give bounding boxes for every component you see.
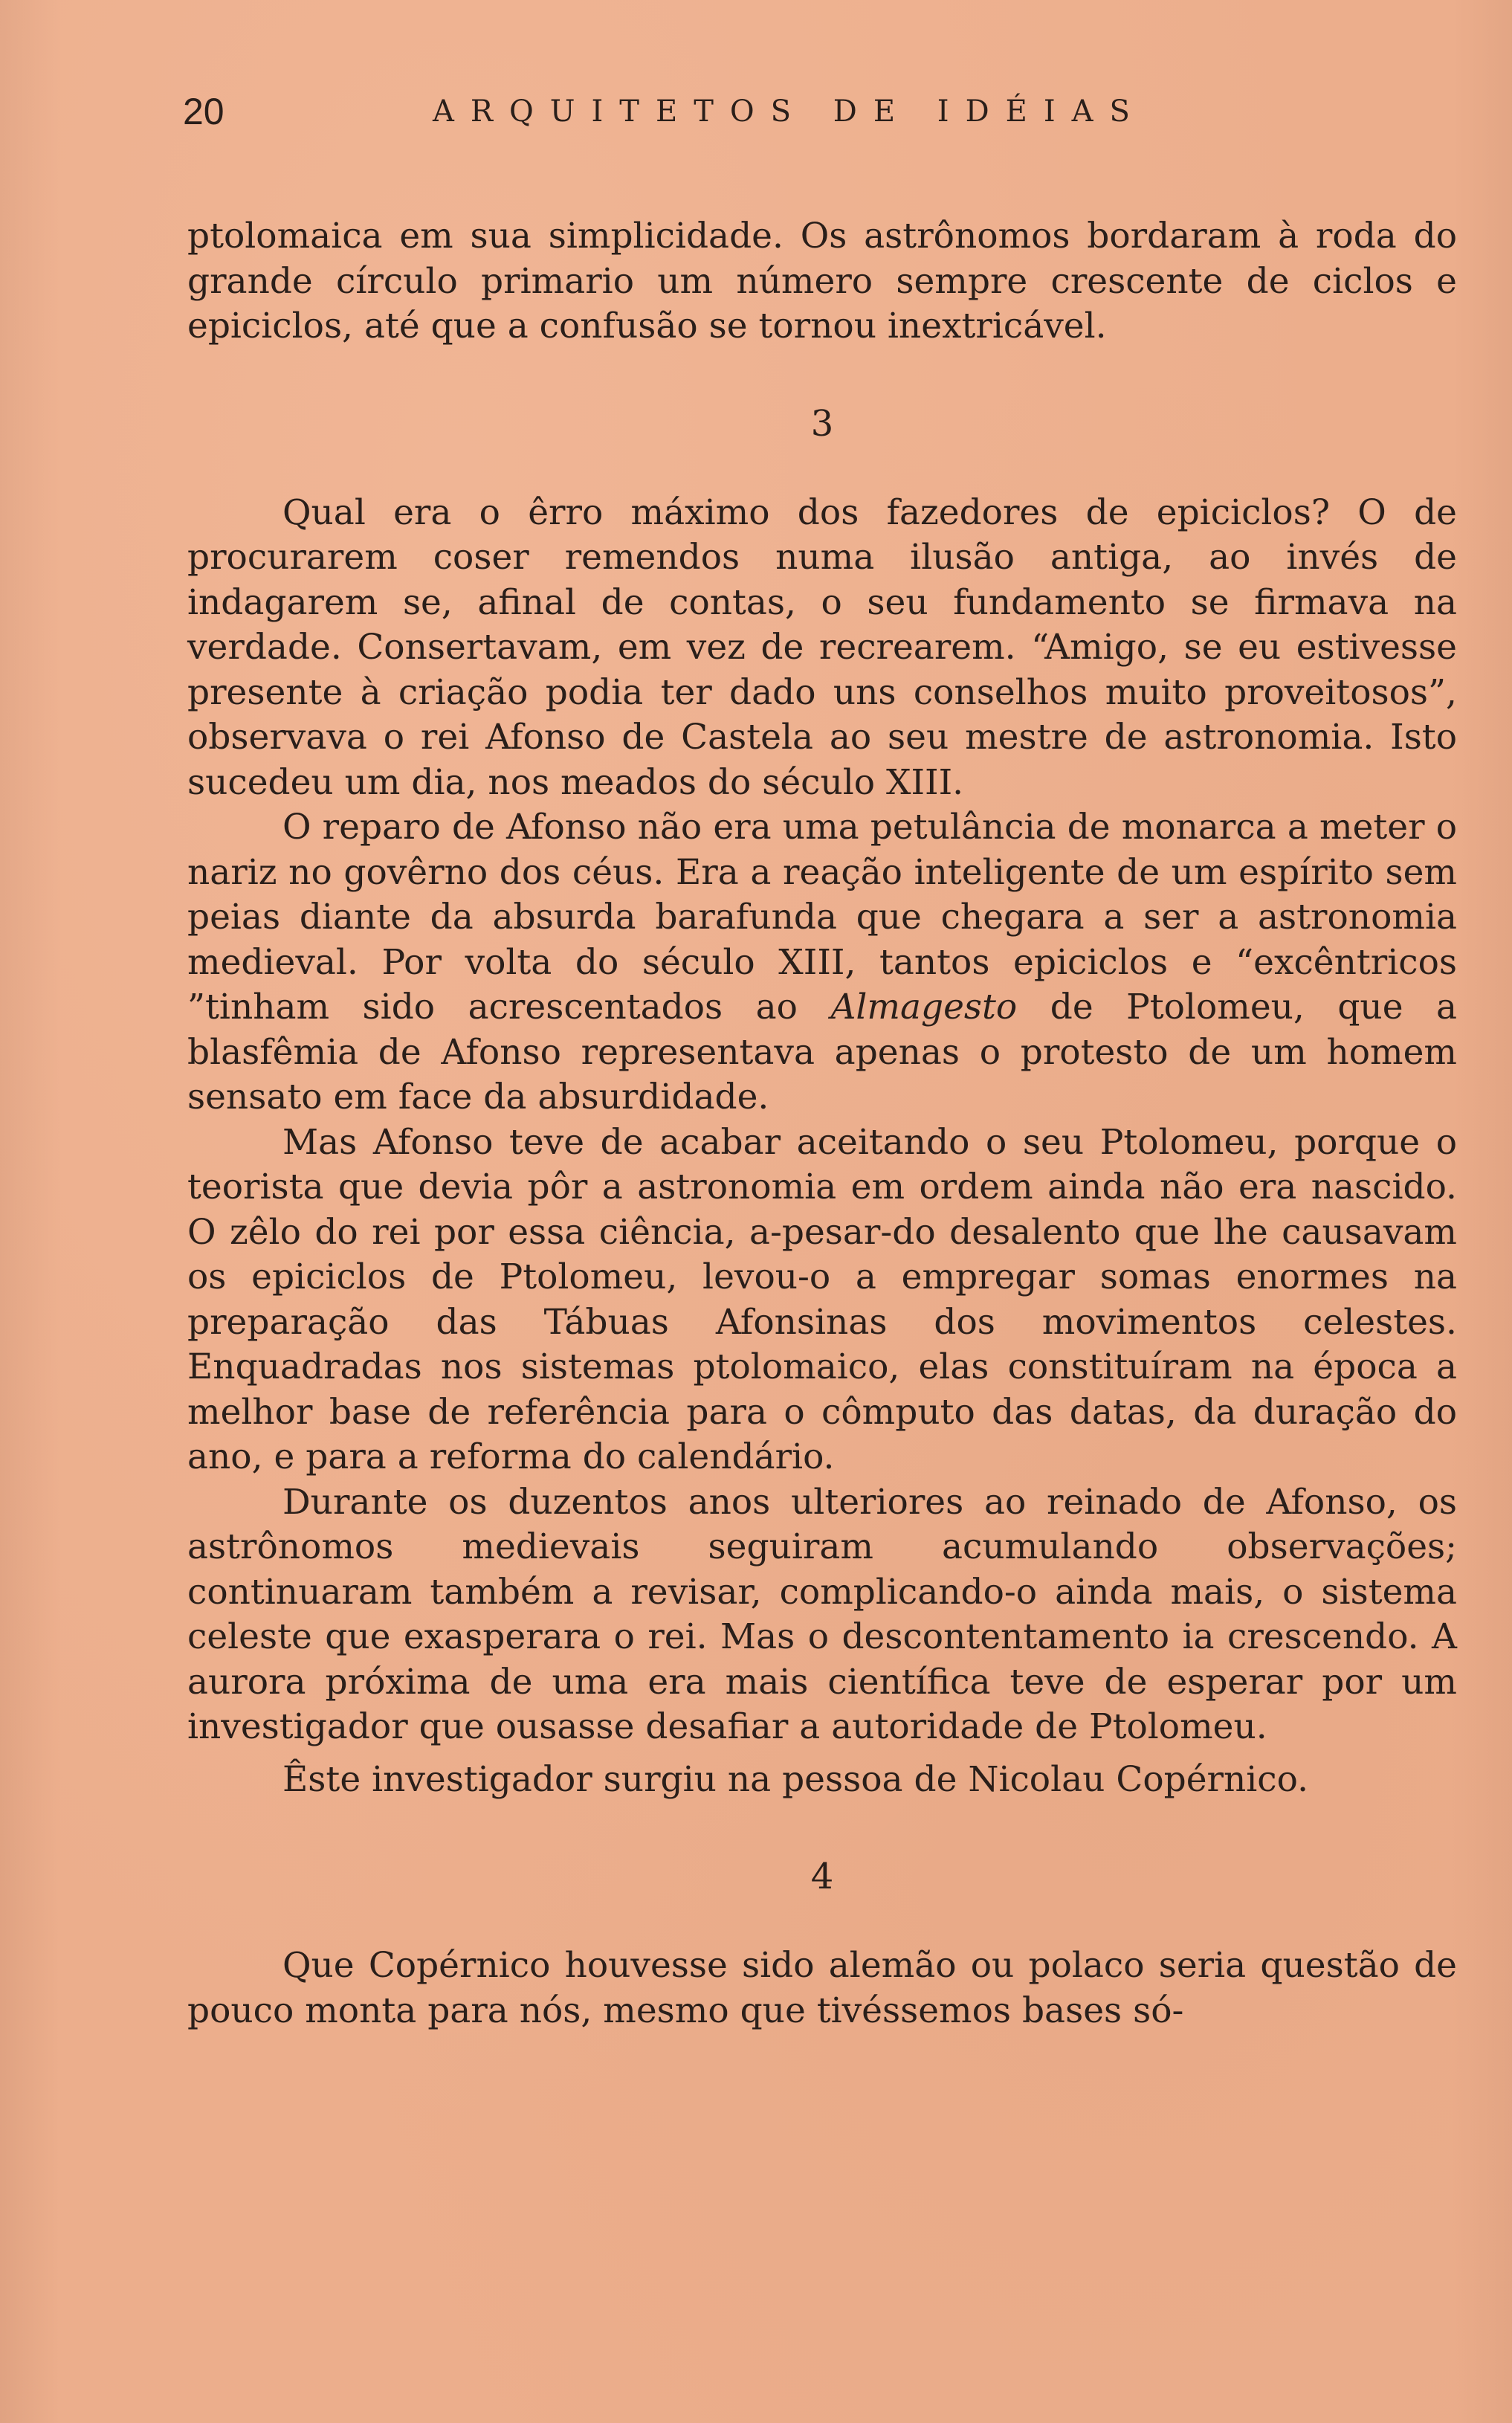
paragraph-text-before-italic: O reparo de Afonso não era uma petulância de monarca a meter o nariz no govêrno dos céus. Era a reação inteligente de um espírito sem peias diante da absurda barafunda que chegara a ser a astronomia medieval. Por volta do século XIII, tantos epiciclos e “excêntricos ”tinham sido acrescentados ao (187, 807, 1457, 1027)
paragraph-duzentos-anos: Durante os duzentos anos ulteriores ao reinado de Afonso, os astrônomos medievais seguiram acumulando observações; continuaram também a revisar, complicando-o ainda mais, o sistema celeste que exasperara o rei. Mas o descontentamento ia crescendo. A aurora próxima de uma era mais científica teve de esperar por um investigador que ousasse desafiar a autoridade de Ptolomeu. (187, 1481, 1457, 1747)
almagesto-title: Almagesto (830, 987, 1018, 1027)
paragraph-copernico-intro: Êste investigador surgiu na pessoa de Nicolau Copérnico. (282, 1758, 1309, 1800)
section-number-3: 3 (810, 402, 834, 445)
running-head (183, 82, 1457, 149)
paragraph-afonso-reparo (187, 805, 1457, 1120)
section-number-4: 4 (810, 1856, 834, 1897)
book-page (183, 82, 1458, 2033)
page-number: 20 (183, 91, 224, 132)
paragraph-tabuas-afonsinas: Mas Afonso teve de acabar aceitando o seu Ptolomeu, porque o teorista que devia pôr a astronomia em ordem ainda não era nascido. O zêlo do rei por essa ciência, a-pesar-do desalento que lhe causavam os epiciclos de Ptolomeu, levou-o a empregar somas enormes na preparação das Tábuas Afonsinas dos movimentos celestes. Enquadradas nos sistemas ptolomaico, elas constituíram na época a melhor base de referência para o cômputo das datas, da duração do ano, e para a reforma do calendário. (187, 1121, 1457, 1477)
paragraph-copernico-nationality: Que Copérnico houvesse sido alemão ou polaco seria questão de pouco monta para nós, mesmo que tivéssemos bases só- (187, 1945, 1457, 2031)
paragraph-text-after-italic: de Ptolomeu, que a blasfêmia de Afonso representava apenas o protesto de um homem sensato em face da absurdidade. (187, 987, 1458, 1117)
book-title: ARQUITETOS DE IDÉIAS (433, 94, 1146, 129)
paragraph-continuation: ptolomaica em sua simplicidade. Os astrônomos bordaram à roda do grande círculo primario um número sempre crescente de ciclos e epiciclos, até que a confusão se tornou inextricável. (187, 216, 1457, 346)
paragraph-afonso-quote: Qual era o êrro máximo dos fazedores de epiciclos? O de procurarem coser remendos numa ilusão antiga, ao invés de indagarem se, afinal de contas, o seu fundamento se firmava na verdade. Consertavam, em vez de recrearem. “Amigo, se eu estivesse presente à criação podia ter dado uns conselhos muito proveitosos”, observava o rei Afonso de Castela ao seu mestre de astronomia. Isto sucedeu um dia, nos meados do século XIII. (187, 491, 1457, 803)
